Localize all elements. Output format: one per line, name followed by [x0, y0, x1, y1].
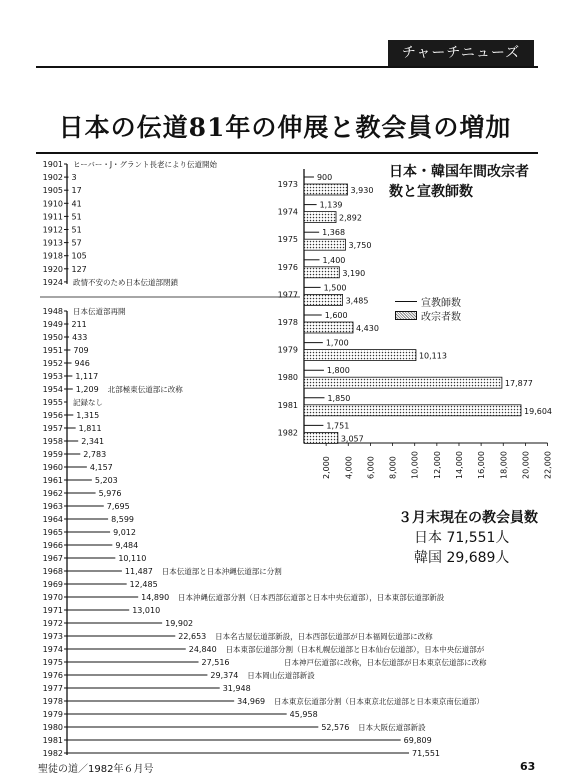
membership-value-label: 1,315: [76, 411, 100, 420]
year-tick-label: 1963: [42, 502, 63, 511]
annual-chart-title-line1: 日本・韓国年間改宗者: [389, 164, 529, 180]
japan-korea-annual-chart: [278, 169, 553, 479]
year-tick-label: 1957: [42, 424, 63, 433]
membership-value-label: 1,117: [75, 372, 99, 381]
converts-bar: [304, 322, 353, 333]
converts-bar: [304, 239, 346, 250]
annual-year-label: 1979: [277, 345, 298, 355]
year-tick-label: 1975: [42, 658, 63, 667]
membership-value-label: 8,599: [111, 515, 135, 524]
legend-missionaries-label: 宣教師数: [421, 297, 461, 309]
year-tick-label: 1979: [42, 710, 63, 719]
membership-value-label: 709: [73, 346, 89, 355]
membership-value-label: 31,948: [222, 684, 251, 693]
totals-korea: 韓国 29,689人: [414, 550, 510, 566]
year-tick-label: 1961: [42, 476, 63, 485]
converts-value-label: 10,113: [418, 351, 447, 361]
membership-value-label: 57: [71, 238, 82, 248]
year-tick-label: 1910: [42, 199, 63, 209]
milestone-annotation: 日本大阪伝道部新設: [358, 723, 426, 732]
membership-value-label: 12,485: [129, 580, 158, 589]
japan-membership-chart-1901-1924: [40, 159, 300, 300]
year-tick-label: 1956: [42, 411, 63, 420]
milestone-annotation: 日本名古屋伝道部新設，日本西部伝道部が日本福岡伝道部に改称: [215, 632, 433, 641]
converts-value-label: 4,430: [356, 324, 379, 333]
membership-value-label: 11,487: [124, 567, 153, 576]
year-tick-label: 1973: [42, 632, 63, 641]
missionaries-value-label: 1,368: [322, 228, 346, 238]
membership-value-label: 22,653: [178, 632, 207, 641]
year-tick-label: 1969: [42, 580, 63, 589]
year-tick-label: 1901: [42, 160, 63, 169]
year-tick-label: 1948: [42, 307, 63, 316]
membership-value-label: 51: [71, 225, 82, 235]
year-tick-label: 1924: [42, 277, 63, 287]
membership-value-label: 52,576: [321, 723, 350, 732]
missionaries-value-label: 1,850: [327, 393, 351, 403]
x-tick-label: 8,000: [388, 456, 398, 479]
converts-bar: [304, 405, 521, 416]
x-tick-label: 12,000: [432, 451, 442, 479]
milestone-annotation: 日本伝道部再開: [73, 307, 126, 316]
annual-year-label: 1980: [277, 373, 298, 383]
missionaries-value-label: 1,500: [323, 283, 347, 293]
missionaries-value-label: 1,600: [324, 311, 348, 320]
x-tick-label: 4,000: [344, 456, 354, 479]
membership-value-label: 4,157: [89, 463, 113, 472]
membership-value-label: 433: [72, 333, 88, 342]
annual-chart-title-line2: 数と宣教師数: [389, 184, 473, 200]
annual-year-label: 1975: [277, 235, 298, 245]
annual-year-label: 1973: [277, 180, 298, 189]
year-tick-label: 1913: [42, 238, 63, 248]
annual-year-label: 1982: [277, 428, 298, 438]
year-tick-label: 1968: [42, 567, 63, 576]
annual-year-label: 1976: [277, 262, 298, 272]
page-number: 63: [520, 760, 536, 773]
year-tick-label: 1912: [42, 225, 63, 235]
section-header: チャーチニューズ: [388, 40, 534, 66]
converts-bar: [304, 184, 348, 195]
missionaries-value-label: 900: [316, 173, 333, 182]
milestone-annotation: 日本東部伝道部分割（日本札幌伝道部と日本仙台伝道部），日本中央伝道部が: [225, 645, 485, 654]
membership-value-label: 51: [71, 212, 82, 222]
year-tick-label: 1980: [42, 723, 63, 732]
milestone-annotation: ヒーバー・J・グラント長老により伝道開始: [73, 160, 218, 169]
totals-heading: ３月末現在の教会員数: [398, 510, 538, 526]
year-tick-label: 1918: [42, 251, 63, 261]
milestone-annotation: 日本東京伝道部分割（日本東京北伝道部と日本東京南伝道部）: [273, 697, 484, 706]
year-tick-label: 1959: [42, 450, 63, 459]
annual-legend: [395, 294, 461, 322]
membership-value-label: 69,809: [403, 736, 432, 745]
legend-missionaries: [395, 294, 461, 308]
year-tick-label: 1949: [42, 320, 63, 329]
year-tick-label: 1981: [42, 736, 63, 745]
milestone-annotation: 政情不安のため日本伝道部閉鎖: [73, 277, 178, 287]
year-tick-label: 1970: [42, 593, 63, 602]
publication-footer: 聖徒の道／1982年６月号: [38, 764, 154, 775]
year-tick-label: 1962: [42, 489, 63, 498]
membership-value-label: 946: [74, 359, 90, 368]
year-tick-label: 1971: [42, 606, 63, 615]
converts-value-label: 2,892: [339, 213, 362, 223]
year-tick-label: 1977: [42, 684, 63, 693]
x-tick-label: 14,000: [454, 451, 464, 479]
missionaries-value-label: 1,400: [322, 255, 346, 265]
annual-year-label: 1978: [277, 318, 298, 327]
membership-value-label: 211: [71, 320, 87, 329]
year-tick-label: 1950: [42, 333, 63, 342]
membership-value-label: 24,840: [188, 645, 217, 654]
missionaries-value-label: 1,700: [325, 338, 349, 348]
year-tick-label: 1960: [42, 463, 63, 472]
missionaries-value-label: 1,751: [326, 421, 350, 431]
year-tick-label: 1953: [42, 372, 63, 381]
year-tick-label: 1966: [42, 541, 63, 550]
year-tick-label: 1911: [42, 212, 63, 222]
membership-value-label: 45,958: [289, 710, 318, 719]
year-tick-label: 1902: [42, 173, 63, 183]
year-tick-label: 1976: [42, 671, 63, 680]
legend-dotted-swatch: [395, 311, 417, 320]
annual-year-label: 1977: [277, 290, 298, 300]
membership-value-label: 10,110: [118, 554, 147, 563]
milestone-annotation: 日本神戸伝道部に改称，日本伝道部が日本東京伝道部に改称: [284, 658, 487, 667]
membership-value-label: 34,969: [237, 697, 266, 706]
membership-value-label: 17: [71, 186, 82, 196]
membership-value-label: 13,010: [132, 606, 161, 615]
milestone-annotation: 日本岡山伝道部新設: [247, 671, 315, 680]
missionaries-value-label: 1,800: [326, 366, 350, 376]
converts-value-label: 3,057: [340, 434, 364, 444]
membership-value-label: 9,012: [113, 528, 136, 537]
converts-bar: [304, 294, 343, 305]
x-tick-label: 6,000: [366, 456, 376, 479]
year-tick-label: 1965: [42, 528, 63, 537]
x-tick-label: 18,000: [499, 451, 509, 479]
legend-line-swatch: [395, 301, 417, 302]
annual-year-label: 1974: [277, 207, 298, 217]
converts-value-label: 3,190: [342, 268, 366, 278]
membership-value-label: 5,203: [94, 476, 118, 485]
missionaries-value-label: 1,139: [319, 200, 343, 210]
converts-value-label: 19,604: [524, 406, 553, 416]
year-tick-label: 1905: [42, 186, 63, 196]
membership-value-label: 14,890: [141, 593, 170, 602]
x-tick-label: 2,000: [322, 456, 332, 479]
converts-bar: [304, 212, 336, 223]
milestone-annotation: 北部極東伝道部に改称: [107, 385, 183, 394]
page-title: 日本の伝道81年の伸展と教会員の増加: [58, 113, 512, 142]
converts-bar: [304, 350, 416, 361]
membership-value-label: 1,209: [75, 385, 99, 394]
x-tick-label: 16,000: [477, 451, 487, 479]
milestone-annotation: 日本沖縄伝道部分割（日本西部伝道部と日本中央伝道部），日本東部伝道部新設: [177, 593, 445, 602]
converts-bar: [304, 267, 339, 278]
converts-bar: [304, 377, 502, 388]
x-tick-label: 10,000: [410, 451, 420, 479]
membership-value-label: 5,976: [98, 489, 122, 498]
year-tick-label: 1974: [42, 645, 63, 654]
legend-converts-label: 改宗者数: [421, 311, 461, 323]
membership-value-label: 105: [71, 251, 87, 261]
membership-value-label: 71,551: [412, 749, 441, 758]
year-tick-label: 1982: [42, 749, 63, 758]
year-tick-label: 1978: [42, 697, 63, 706]
milestone-annotation: 記録なし: [73, 398, 103, 407]
legend-converts: [395, 308, 461, 322]
membership-value-label: 7,695: [106, 502, 130, 511]
converts-value-label: 3,485: [345, 296, 369, 306]
converts-bar: [304, 432, 338, 443]
annual-year-label: 1981: [277, 400, 298, 410]
membership-value-label: 29,374: [210, 671, 239, 680]
membership-value-label: 19,902: [165, 619, 194, 628]
membership-totals: [398, 508, 538, 568]
converts-value-label: 17,877: [504, 379, 533, 389]
year-tick-label: 1967: [42, 554, 63, 563]
x-tick-label: 22,000: [543, 451, 553, 479]
converts-value-label: 3,930: [350, 186, 374, 195]
membership-value-label: 2,783: [83, 450, 107, 459]
year-tick-label: 1964: [42, 515, 63, 524]
annual-chart-title: [389, 162, 529, 202]
membership-value-label: 27,516: [201, 658, 230, 667]
year-tick-label: 1954: [42, 385, 63, 394]
year-tick-label: 1920: [42, 264, 63, 274]
membership-value-label: 41: [71, 199, 82, 209]
membership-value-label: 9,484: [115, 541, 139, 550]
membership-value-label: 1,811: [78, 424, 102, 433]
x-tick-label: 20,000: [521, 451, 531, 479]
totals-japan: 日本 71,551人: [414, 530, 510, 546]
year-tick-label: 1952: [42, 359, 63, 368]
year-tick-label: 1958: [42, 437, 63, 446]
membership-value-label: 2,341: [81, 437, 105, 446]
year-tick-label: 1972: [42, 619, 63, 628]
membership-value-label: 3: [71, 173, 77, 183]
year-tick-label: 1951: [42, 346, 63, 355]
milestone-annotation: 日本伝道部と日本沖縄伝道部に分割: [161, 567, 282, 576]
year-tick-label: 1955: [42, 398, 63, 407]
membership-value-label: 127: [71, 264, 87, 274]
converts-value-label: 3,750: [348, 241, 372, 251]
